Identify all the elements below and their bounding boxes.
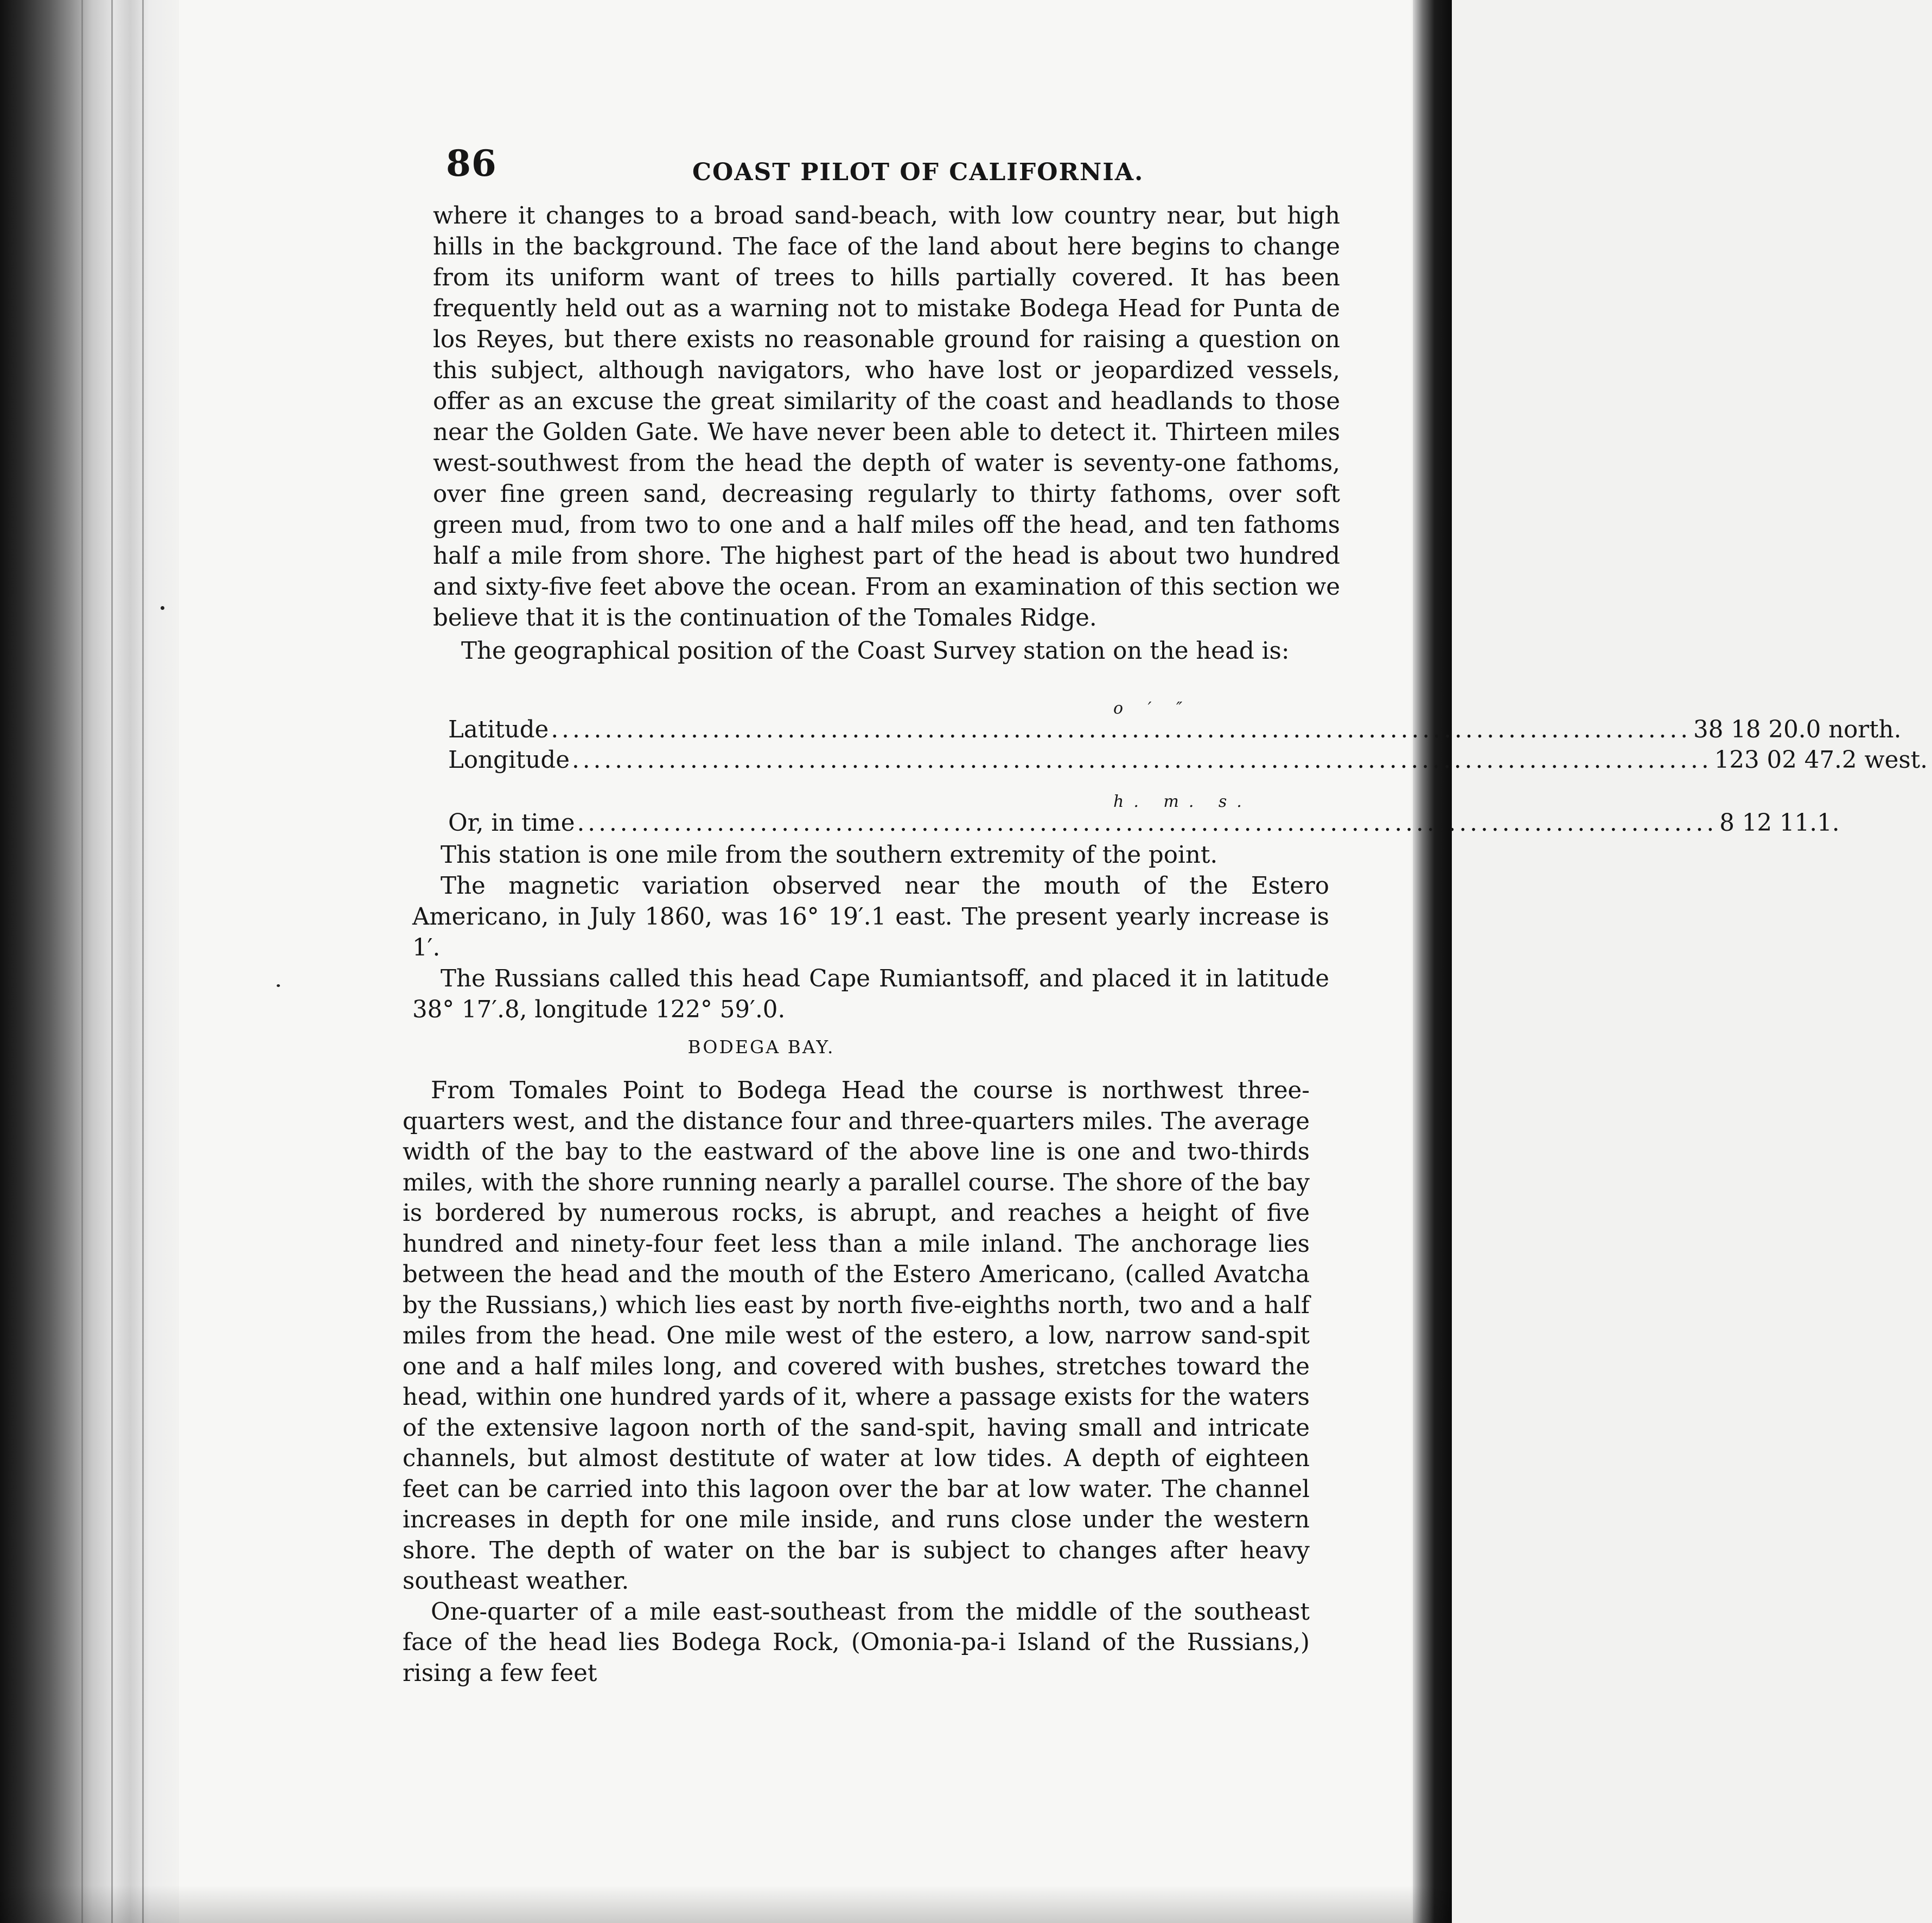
latitude-label: Latitude: [448, 716, 549, 743]
section-heading: BODEGA BAY.: [687, 1036, 835, 1058]
paragraph: From Tomales Point to Bodega Head the course is northwest three-quarters west, and the distance four and three-quarters miles. The average width of the bay to the eastward of the above line is one and two-thirds miles, with the shore running nearly a parallel course. The shore of the bay is bordered by numerous rocks, is abrupt, and reaches a height of five hundred and ninety-four feet less than a mile inland. The anchorage lies between the head and the mouth of the Estero Americano, (called Avatcha by the Russians,) which lies east by north five-eighths north, two and a half miles from the head. One mile west of the estero, a low, narrow sand-spit one and a half miles long, and covered with bushes, stretches toward the head, within one hundred yards of it, where a passage exists for the waters of the extensive lagoon north of the sand-spit, having small and intricate channels, but almost destitute of water at low tides. A depth of eighteen feet can be carried into this lagoon over the bar at low water. The channel increases in depth for one mile inside, and runs close under the western shore. The depth of water on the bar is subject to changes after heavy southeast weather.: [403, 1077, 1310, 1595]
book-binding-edge: [0, 0, 179, 1923]
dot-leader: ..........................................................................................................: [577, 810, 1718, 837]
body-text-bottom: [403, 1075, 1310, 1689]
binding-line: [142, 0, 144, 1923]
page-bottom-shadow: [0, 1885, 1452, 1923]
longitude-label: Longitude: [448, 747, 570, 774]
margin-speck: [161, 606, 164, 610]
binding-line: [111, 0, 113, 1923]
running-head: COAST PILOT OF CALIFORNIA.: [692, 158, 1144, 186]
page-number: 86: [446, 142, 497, 184]
time-label: Or, in time: [448, 810, 575, 837]
binding-line: [81, 0, 83, 1923]
degree-units: o ′ ″: [1113, 699, 1193, 718]
body-text-mid: [412, 840, 1329, 1026]
paragraph: where it changes to a broad sand-beach, with low country near, but high hills in the background. The face of the land about here begins to change from its uniform want of trees to hills partially covered. It has been frequently held out as a warning not to mistake Bodega Head for Punta de los Reyes, but there exists no reasonable ground for raising a question on this subject, although navigators, who have lost or jeopardized vessels, offer as an excuse the great similarity of the coast and headlands to those near the Golden Gate. We have never been able to detect it. Thirteen miles west-southwest from the head the depth of water is seventy-one fathoms, over fine green sand, decreasing regularly to thirty fathoms, over soft green mud, from two to one and a half miles off the head, and ten fathoms half a mile from shore. The highest part of the head is about two hundred and sixty-five feet above the ocean. From an examination of this section we believe that it is the continuation of the Tomales Ridge.: [433, 202, 1340, 632]
latitude-value: 38 18 20.0 north.: [1693, 716, 1902, 743]
margin-speck: [277, 984, 280, 987]
paragraph: The Russians called this head Cape Rumiantsoff, and placed it in latitude 38° 17′.8, longitude 122° 59′.0.: [412, 965, 1329, 1023]
paragraph: One-quarter of a mile east-southeast from the middle of the southeast face of the head lies Bodega Rock, (Omonia-pa-i Island of the Russians,) rising a few feet: [403, 1598, 1310, 1687]
paragraph: The magnetic variation observed near the mouth of the Estero Americano, in July 1860, was 16° 19′.1 east. The present yearly increase is 1′.: [412, 873, 1329, 962]
paragraph: The geographical position of the Coast Survey station on the head is:: [461, 638, 1290, 665]
dot-leader: ..........................................................................................................: [571, 747, 1712, 774]
page-right-edge: [1413, 0, 1452, 1923]
latitude-row: [448, 716, 1902, 747]
time-units: h. m. s.: [1113, 792, 1252, 811]
time-value: 8 12 11.1.: [1719, 810, 1840, 837]
position-table: [448, 699, 1928, 840]
paragraph: This station is one mile from the southern extremity of the point.: [441, 842, 1218, 869]
dot-leader: ..........................................................................................................: [551, 716, 1692, 743]
longitude-value: 123 02 47.2 west.: [1714, 747, 1928, 774]
longitude-row: [448, 747, 1928, 777]
body-text-top: [433, 201, 1340, 667]
time-row: [448, 810, 1840, 840]
